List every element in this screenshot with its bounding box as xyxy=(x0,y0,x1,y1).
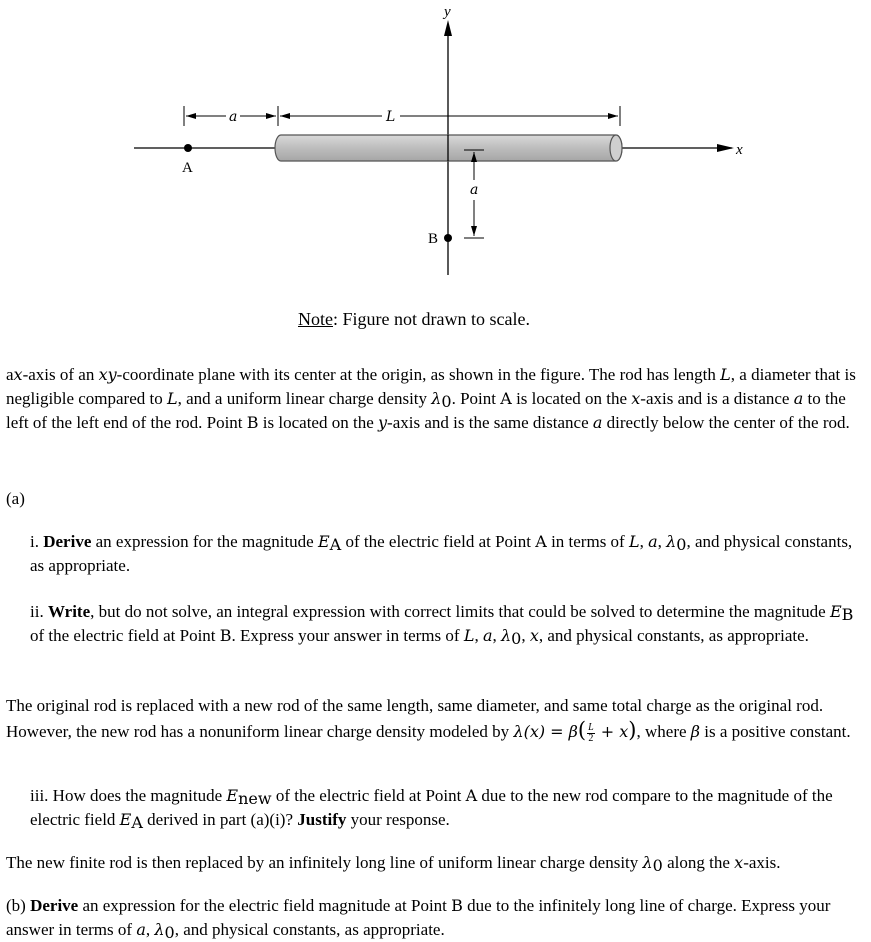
figure-note: Note: Figure not drawn to scale. xyxy=(298,309,530,329)
rod-right-end xyxy=(610,135,622,161)
label-a-vertical: a xyxy=(470,182,479,198)
fraction-L-over-2: $\frac{L}{2}$ xyxy=(588,721,594,744)
rod-figure xyxy=(0,0,871,300)
label-point-B: B xyxy=(428,231,439,247)
point-A-dot xyxy=(184,144,192,152)
question-ii: ii. Write, but do not solve, an integral expression with correct limits that could be solved to determine the magnitude $E_B$ of the electric field at Point B. Express your answer in terms of L, a, $\lambda_0$, x, and physical constants, as appropriate. xyxy=(30,602,854,648)
point-B-dot xyxy=(444,234,452,242)
question-iii: iii. How does the magnitude $E_{new}$ of the electric field at Point A due to the new rod compare to the magnitude of the electric field $E_A$ derived in part (a)(i)? Justify your response. xyxy=(30,786,833,832)
label-a-top: a xyxy=(229,109,238,125)
question-b: (b) Derive an expression for the electric field magnitude at Point B due to the infinitely long line of charge. Express your answer in terms of a, $\lambda_0$, and physical constants, as appropriate. xyxy=(6,896,831,942)
x-axis-arrowhead xyxy=(717,144,734,152)
question-i: i. Derive an expression for the magnitude $E_A$ of the electric field at Point A in terms of L, a, $\lambda_0$, and physical constants, as appropriate. xyxy=(30,532,853,575)
label-x-axis: x xyxy=(736,142,743,158)
intro-paragraph: ax-axis of an xy-coordinate plane with its center at the origin, as shown in the figure. The rod has length L, a diameter that is negligible compared to L, and a uniform linear charge density $\lambda_0$. Point A is located on the x-axis and is a distance a to the left of the left end of the rod. Point B is located on the y-axis and is the same distance a directly below the center of the rod. xyxy=(6,365,856,432)
new-rod-paragraph: The original rod is replaced with a new rod of the same length, same diameter, and same total charge as the original rod. However, the new rod has a nonuniform linear charge density modeled by λ(x) = β( $\frac{L}{2}$ + x), where β is a positive constant. xyxy=(6,696,851,744)
y-axis-arrowhead xyxy=(444,20,452,36)
label-L: L xyxy=(386,109,396,125)
label-y-axis: y xyxy=(444,4,451,20)
infinite-line-paragraph: The new finite rod is then replaced by an infinitely long line of uniform linear charge density $\lambda_0$ along the x-axis. xyxy=(6,853,781,875)
part-a-label: (a) xyxy=(6,489,25,508)
label-point-A: A xyxy=(182,160,193,176)
